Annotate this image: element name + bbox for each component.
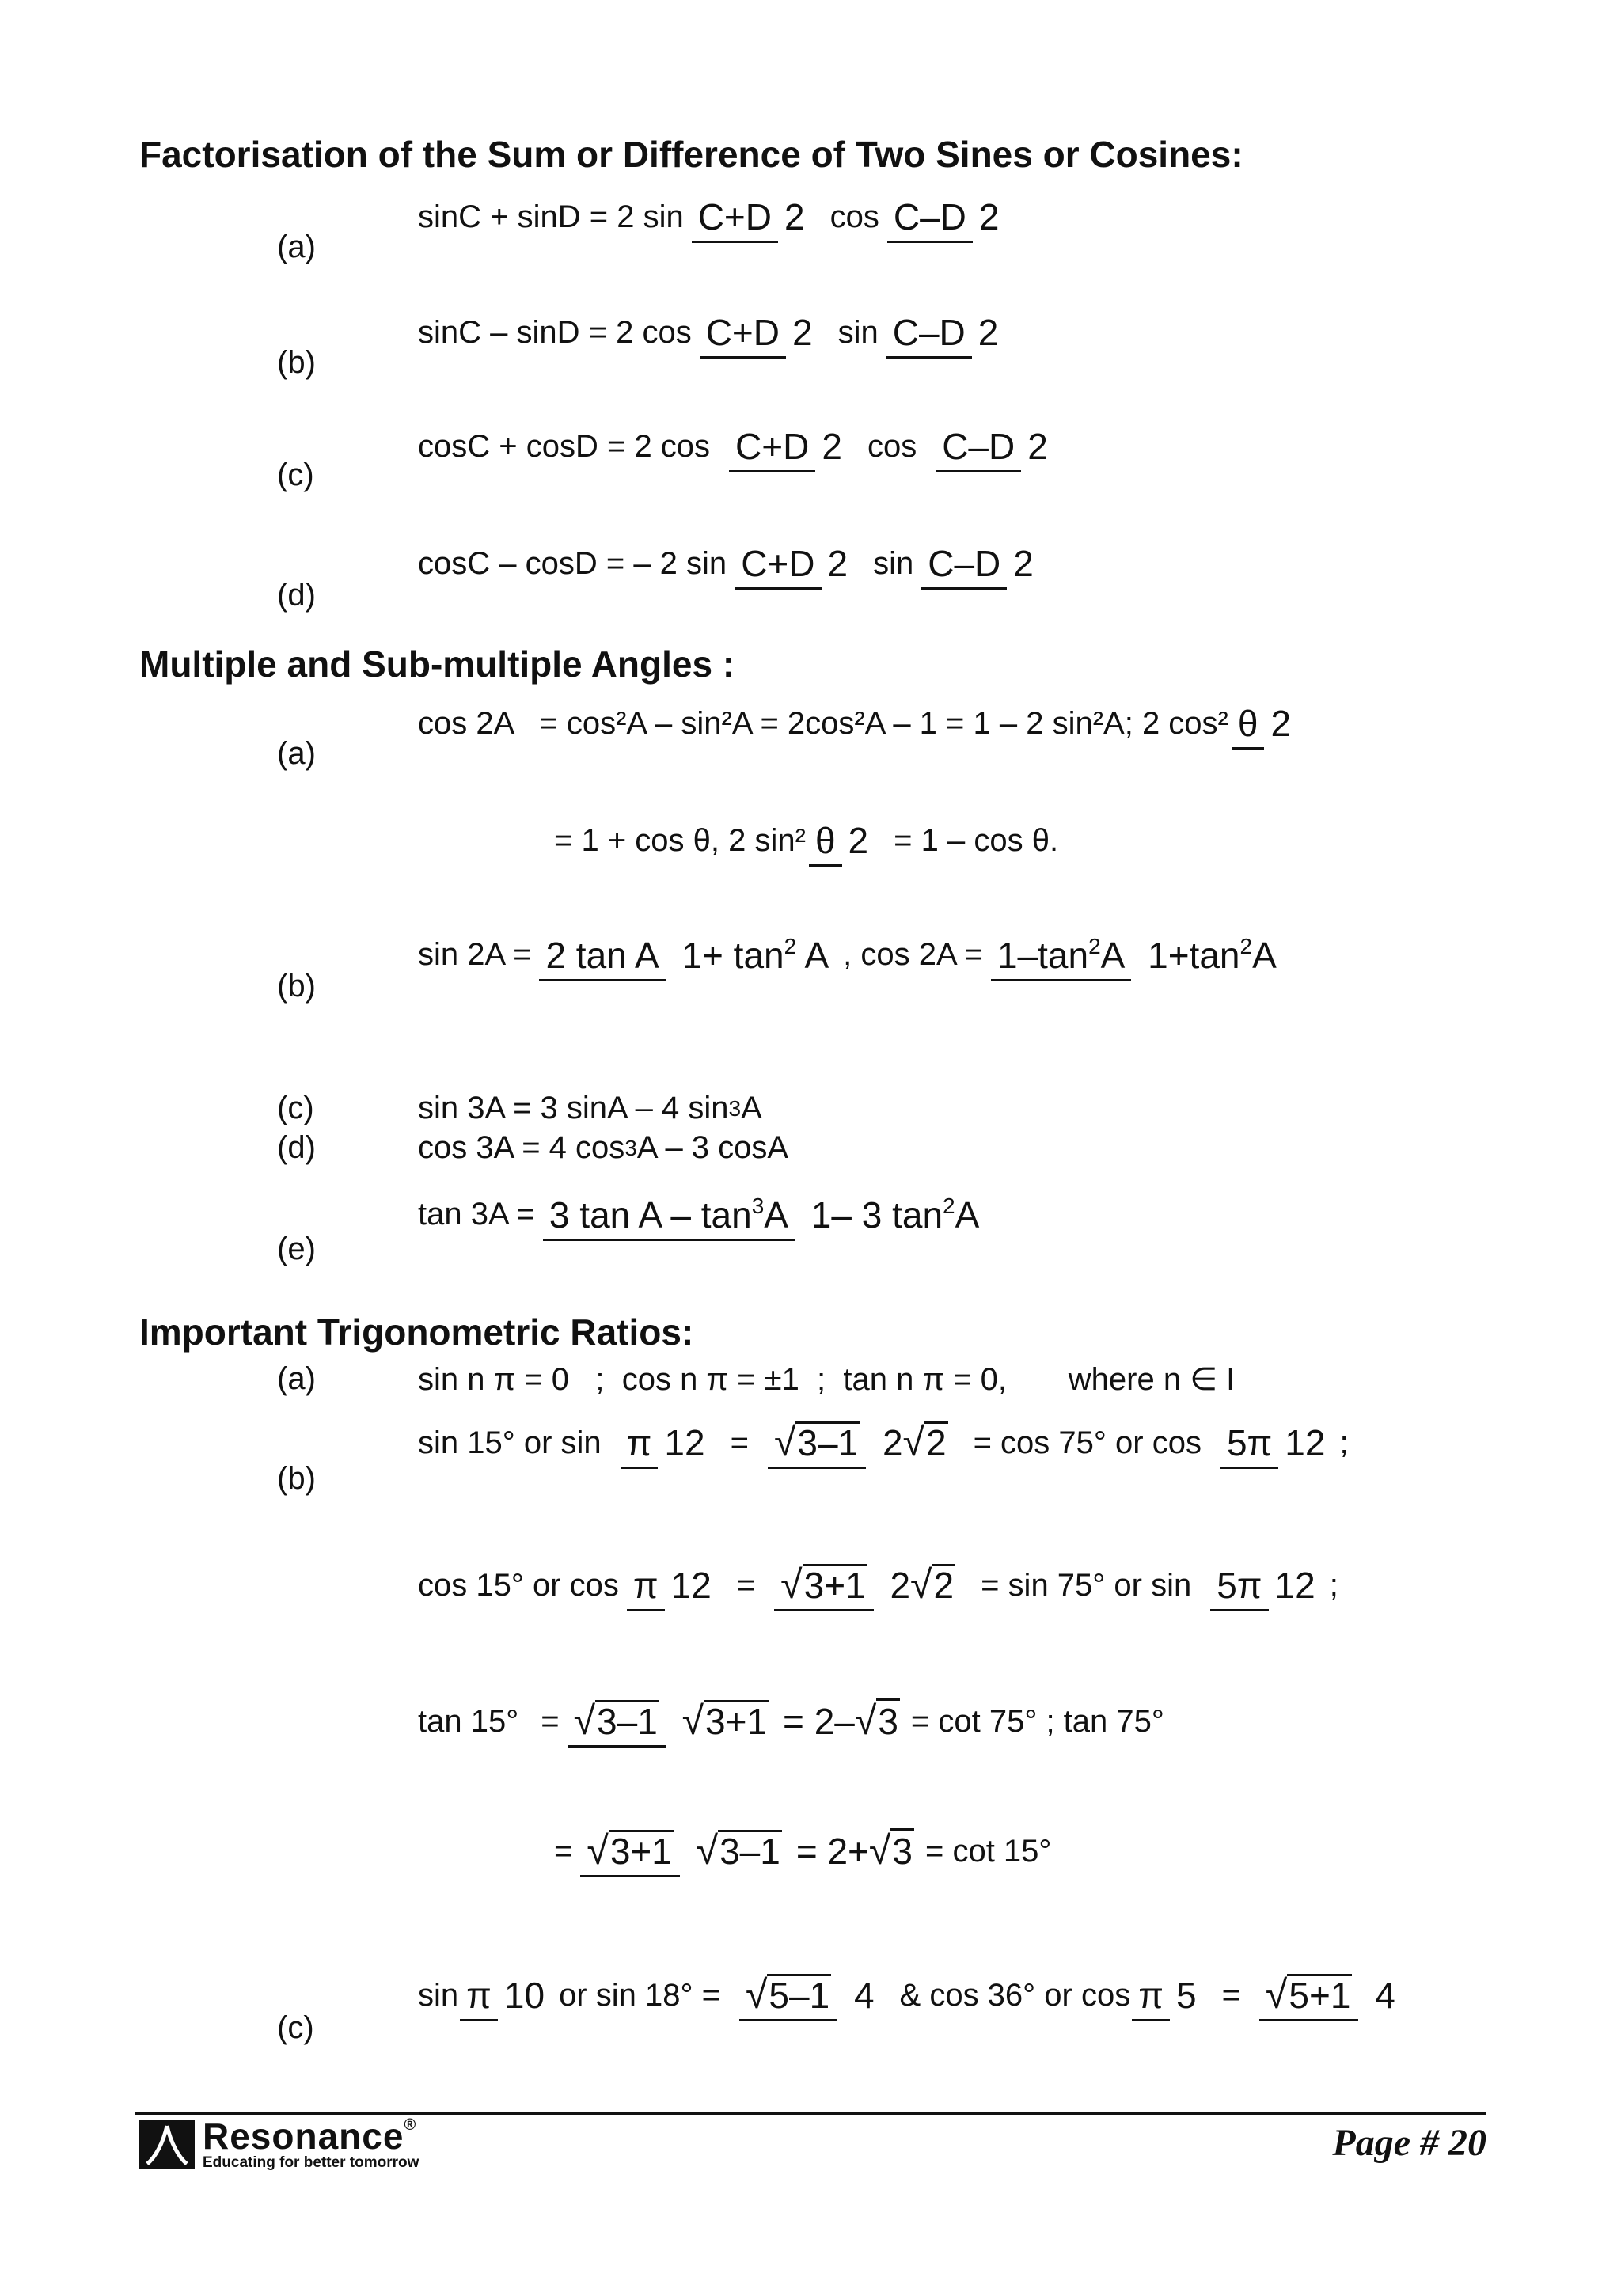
- item-label: (c): [277, 2010, 314, 2045]
- fraction: θ 2: [809, 820, 875, 862]
- resonance-logo-icon: [139, 2120, 195, 2169]
- item-label: (d): [277, 1130, 316, 1165]
- formula-text: = cot 75° ; tan 75°: [910, 1703, 1164, 1739]
- fraction: √ 3+1 2 √ 2: [774, 1564, 962, 1607]
- fraction: C+D 2: [700, 312, 819, 354]
- formula-text: sin n π = 0 ; cos n π = ±1 ; tan n π = 0, where n ∈ I: [418, 1362, 1236, 1397]
- formula-text: = 1 – cos θ.: [894, 822, 1059, 858]
- formula-text: sin: [418, 1977, 459, 2013]
- formula-difference-of-cosines: [418, 543, 1048, 585]
- brand-name: Resonance®: [203, 2116, 417, 2157]
- item-label: (a): [277, 736, 316, 771]
- fraction: 5π 12: [1210, 1565, 1322, 1607]
- formula-text: cosC – cosD = – 2 sin: [418, 545, 727, 581]
- fraction: C–D 2: [936, 426, 1054, 468]
- formula-cos-3a: cos 3A = 4 cos 3 A – 3 cosA: [418, 1130, 789, 1165]
- formula-text: , cos 2A =: [843, 937, 983, 973]
- formula-text: = sin 75° or sin: [981, 1567, 1192, 1603]
- formula-cos-2a-continued: [554, 820, 1058, 862]
- formula-text: sin 15° or sin: [418, 1425, 602, 1460]
- formula-cos-2a: [418, 703, 1305, 745]
- item-label: (b): [277, 345, 316, 380]
- fraction: C+D 2: [735, 543, 854, 585]
- fraction: C–D 2: [887, 196, 1006, 238]
- formula-sum-of-cosines: [418, 426, 1062, 468]
- formula-text: tan 15°: [418, 1703, 519, 1739]
- fraction: $1-\tan^2A$ $1+\tan^2A$: [991, 934, 1283, 977]
- formula-text: cos 3A = 4 cos: [418, 1130, 625, 1165]
- formula-text: sin 2A =: [418, 937, 532, 973]
- item-label: (c): [277, 457, 314, 492]
- item-label: (b): [277, 969, 316, 1004]
- formula-text: sinC + sinD = 2 sin: [418, 199, 684, 234]
- fraction: √ 5–1 4: [739, 1974, 881, 2017]
- formula-text: cos 15° or cos: [418, 1567, 619, 1603]
- formula-text: cos: [867, 428, 917, 464]
- formula-text: = cos 75° or cos: [973, 1425, 1202, 1460]
- fraction: π 12: [627, 1565, 718, 1607]
- fraction: √ 3–1 2 √ 2: [768, 1421, 955, 1464]
- fraction: 5π 12: [1220, 1422, 1332, 1464]
- fraction: θ 2: [1232, 703, 1297, 745]
- section-heading-multiple-angles: Multiple and Sub-multiple Angles :: [139, 643, 735, 685]
- formula-text: = 1 + cos θ, 2 sin²: [554, 822, 806, 858]
- item-label: (d): [277, 578, 316, 613]
- fraction: π 12: [621, 1422, 712, 1464]
- formula-sin-18-cos-36: sin π 10 or sin 18° = √ 5–1 4 & cos 36° or cos π 5 = √ 5+1 4: [418, 1974, 1410, 2017]
- formula-text: sinC – sinD = 2 cos: [418, 314, 692, 350]
- item-label: (e): [277, 1231, 316, 1266]
- formula-n-pi: [418, 1361, 1235, 1398]
- formula-text: or sin 18° =: [559, 1977, 720, 2013]
- fraction: √ 3–1 √ 3+1: [568, 1700, 775, 1743]
- formula-sum-of-sines: [418, 196, 1013, 238]
- fraction: π 10: [460, 1975, 551, 2017]
- section-heading-trig-ratios: Important Trigonometric Ratios:: [139, 1311, 694, 1353]
- item-label: (a): [277, 1361, 316, 1396]
- fraction: C+D 2: [692, 196, 811, 238]
- formula-text: sin: [873, 545, 914, 581]
- formula-text: cos 2A = cos²A – sin²A = 2cos²A – 1 = 1 – 2 sin²A; 2 cos²: [418, 705, 1228, 741]
- fraction: 2 tan A $1+ \tan^2 A$: [539, 934, 835, 977]
- section-heading-factorisation: Factorisation of the Sum or Difference of Two Sines or Cosines:: [139, 134, 1243, 175]
- formula-cos-15: cos 15° or cos π 12 = √ 3+1 2 √ 2 = sin 75° or sin 5π 12 ;: [418, 1564, 1338, 1607]
- formula-tan-3a: [418, 1194, 993, 1236]
- brand-tagline: Educating for better tomorrow: [203, 2154, 419, 2171]
- item-label: (c): [277, 1091, 314, 1125]
- formula-text: tan 3A =: [418, 1197, 535, 1232]
- formula-sin-15: sin 15° or sin π 12 = √ 3–1 2 √ 2 = cos 75° or cos 5π 12 ;: [418, 1421, 1349, 1464]
- fraction: π 5: [1132, 1975, 1202, 2017]
- formula-text: sin: [837, 314, 879, 350]
- fraction: √ 3+1 √ 3–1: [580, 1830, 788, 1873]
- item-label: (a): [277, 230, 316, 264]
- item-label: (b): [277, 1461, 316, 1496]
- fraction: √ 5+1 4: [1259, 1974, 1402, 2017]
- formula-text: cos: [829, 199, 879, 234]
- formula-text: cosC + cosD = 2 cos: [418, 428, 711, 464]
- formula-text: sin 3A = 3 sinA – 4 sin: [418, 1091, 729, 1125]
- formula-tan-15: tan 15° = √ 3–1 √ 3+1 = 2– √3 = cot 75° ; tan 75°: [418, 1700, 1164, 1743]
- formula-sin-2a-cos-2a-tan: [418, 934, 1291, 977]
- fraction: 3 tan A – $\tan^3A$ 1– 3 $\tan^2A$: [543, 1194, 985, 1236]
- fraction: C–D 2: [886, 312, 1005, 354]
- page-number: Page # 20: [1332, 2122, 1486, 2164]
- formula-text: & cos 36° or cos: [899, 1977, 1131, 2013]
- formula-difference-of-sines: [418, 312, 1012, 354]
- formula-text: = cot 15°: [924, 1833, 1052, 1869]
- fraction: C+D 2: [729, 426, 848, 468]
- fraction: C–D 2: [921, 543, 1040, 585]
- formula-tan-75: = √ 3+1 √ 3–1 = 2+ √3 = cot 15°: [554, 1830, 1051, 1873]
- formula-sin-3a: sin 3A = 3 sinA – 4 sin 3 A: [418, 1091, 762, 1125]
